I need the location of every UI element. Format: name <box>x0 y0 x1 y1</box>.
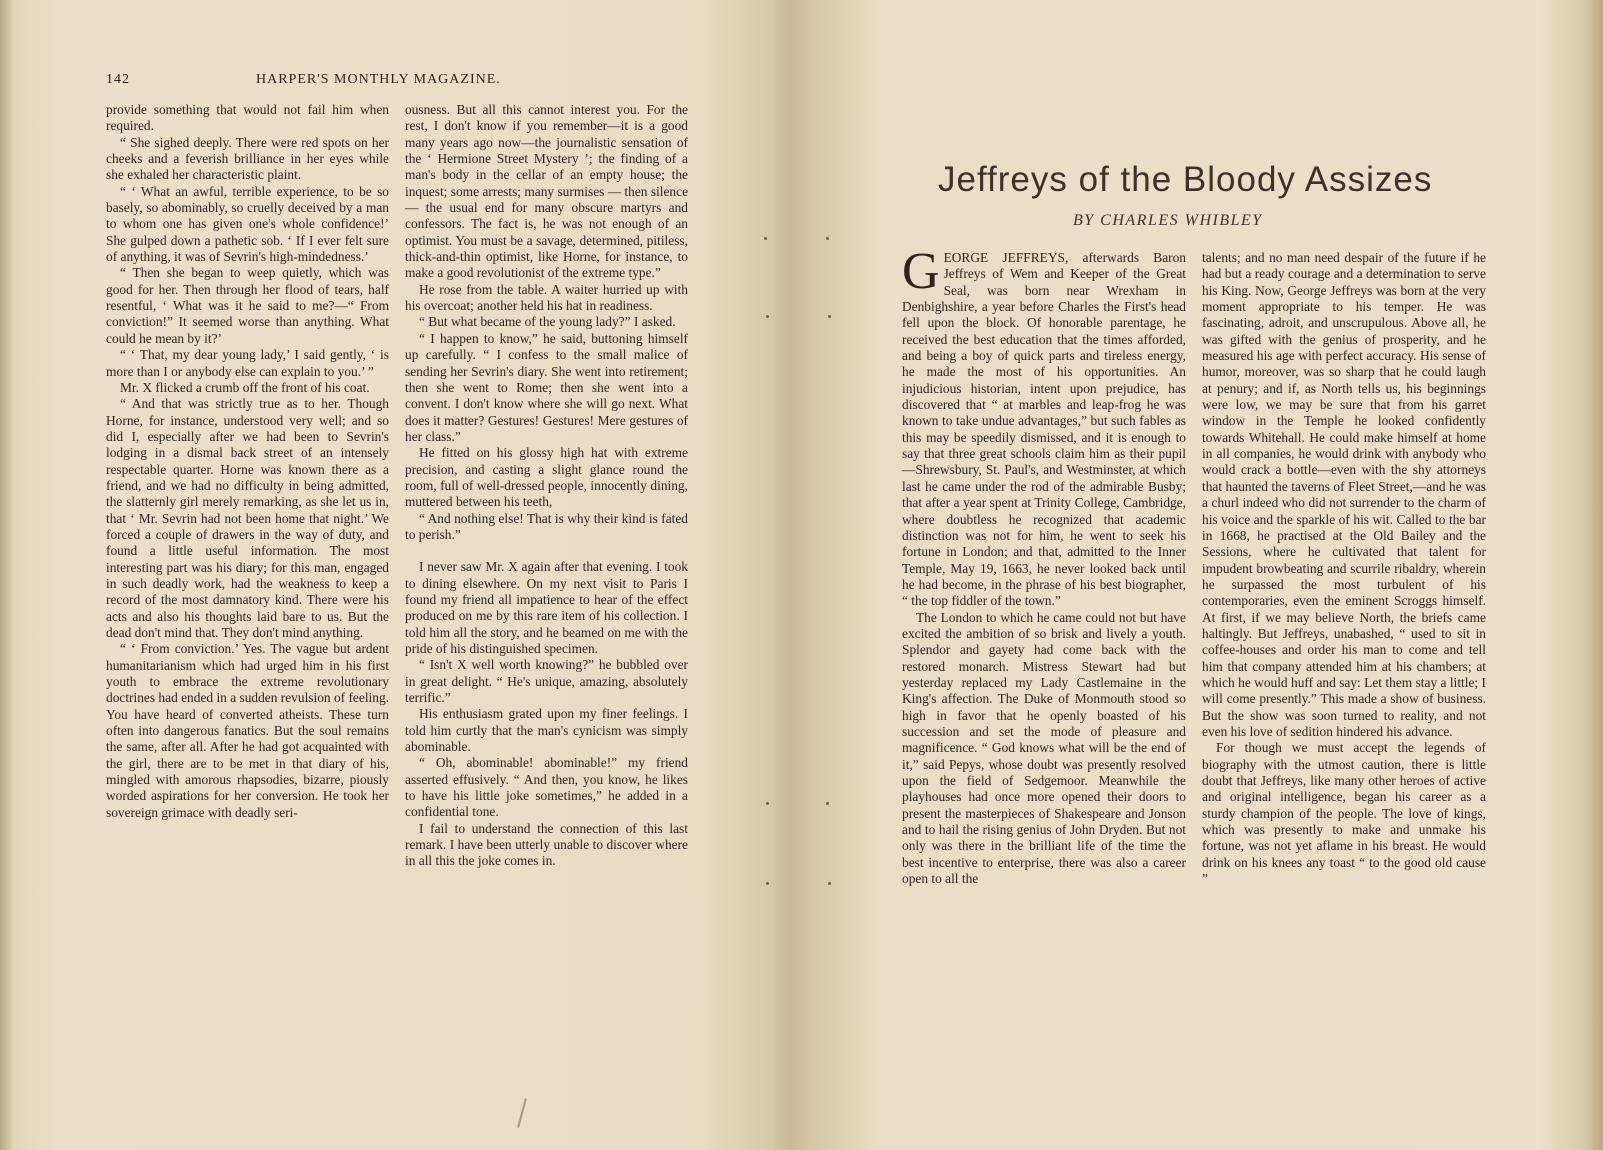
binding-speck <box>766 802 769 805</box>
binding-speck <box>766 882 769 885</box>
paragraph: “ She sighed deeply. There were red spots on her cheeks and a feverish brilliance in her eyes while she exhaled her characteristic plaint. <box>106 134 389 183</box>
paragraph: “ Oh, abominable! abominable!” my friend asserted effusively. “ And then, you know, he likes to have his little joke sometimes,” he added in a confidential tone. <box>405 755 688 820</box>
paragraph: I never saw Mr. X again after that evening. I took to dining elsewhere. On my next visit to Paris I found my friend all impatience to hear of the effect produced on me by this rare item of his collection. I told him all the story, and he beamed on me with the pride of his distinguished specimen. <box>405 559 688 656</box>
binding-speck <box>826 237 829 240</box>
text-column-left-1 <box>106 102 389 821</box>
paragraph: The London to which he came could not but have excited the ambition of so brisk and lively a youth. Splendor and gayety had come back with the restored monarch. Mistress Stewart had but yesterday replaced my Lady Castlemaine in the King's affection. The Duke of Monmouth stood so high in favor that he openly boasted of his succession and set the mode of pleasure and magnificence. “ God knows what will be the end of it,” said Pepys, whose doubt was presently resolved upon the field of Sedgemoor. Meanwhile the playhouses had once more opened their doors to present the masterpieces of Shakespeare and Jonson and to hail the rising genius of John Dryden. But not only was there in the brilliant life of the time the best incentive to enterprise, there was also a career open to all the <box>902 609 1186 887</box>
text-column-left-2 <box>405 102 688 870</box>
running-head <box>106 72 686 92</box>
binding-speck <box>766 315 769 318</box>
paragraph: He fitted on his glossy high hat with extreme precision, and casting a slight glance round the room, full of well-dressed people, innocently dining, muttered between his teeth, <box>405 445 688 510</box>
paragraph <box>902 243 1186 610</box>
paragraph: “ I happen to know,” he said, buttoning himself up carefully. “ I confess to the small malice of sending her Sevrin's diary. She went into retirement; then she went to Rome; then she went into a convent. I don't know where she will go next. What does it matter? Gestures! Gestures! Mere gestures of her class.” <box>405 330 688 444</box>
paragraph: “ And nothing else! That is why their kind is fated to perish.” <box>405 510 688 542</box>
article-title: Jeffreys of the Bloody Assizes <box>938 160 1433 199</box>
pencil-mark <box>517 1098 527 1127</box>
drop-cap: G <box>902 243 940 300</box>
paragraph: For though we must accept the legends of biography with the utmost caution, there is little doubt that Jeffreys, like many other heroes of active and original intelligence, began his career as a sturdy champion of the people. The love of kings, which was presently to make and unmake his fortune, was not yet aflame in his breast. He would drink on his knees any toast “ to the good old cause ” <box>1202 740 1486 887</box>
paragraph: His enthusiasm grated upon my finer feelings. I told him curtly that the man's cynicism was simply abominable. <box>405 706 688 755</box>
paragraph: “ Then she began to weep quietly, which was good for her. Then through her flood of tears, half resentful, ‘ What was it he said to me?—“ From conviction!” It seemed worse than anything. What could he mean by it?’ <box>106 265 389 346</box>
paragraph: “ Isn't X well worth knowing?” he bubbled over in great delight. “ He's unique, amazing, absolutely terrific.” <box>405 657 688 706</box>
binding-speck <box>764 237 767 240</box>
paragraph: “ And that was strictly true as to her. Though Horne, for instance, understood very well; and so did I, especially after we had been to Sevrin's lodging in a dismal back street of an intensely respectable quarter. Horne was known there as a friend, and we had no difficulty in being admitted, the slatternly girl merely remarking, as she let us in, that ‘ Mr. Sevrin had not been home that night.’ We forced a couple of drawers in the way of duty, and found a little useful information. The most interesting part was his diary; for this man, engaged in such deadly work, had the weakness to keep a record of the most damnatory kind. There were his acts and also his thoughts laid bare to us. But the dead don't mind that. They don't mind anything. <box>106 396 389 640</box>
binding-speck <box>828 315 831 318</box>
page-number: 142 <box>106 72 130 87</box>
paragraph: “ ‘ What an awful, terrible experience, to be so basely, so abominably, so cruelly deceived by a man to whom one has given one's whole confidence!’ She gulped down a pathetic sob. ‘ If I ever felt sure of anything, it was of Sevrin's high-mindedness.’ <box>106 183 389 265</box>
magazine-title: HARPER'S MONTHLY MAGAZINE. <box>256 72 501 87</box>
paragraph: ousness. But all this cannot interest you. For the rest, I don't know if you remember—it is a good many years ago now—the journalistic sensation of the ‘ Hermione Street Mystery ’; the finding of a man's body in the cellar of an empty house; the inquest; some arrests; many surmises — then silence — the usual end for many obscure martyrs and confessors. The fact is, he was not enough of an optimist. You must be a savage, determined, pitiless, thick-and-thin optimist, like Horne, for instance, to make a good revolutionist of the extreme type.” <box>405 102 689 281</box>
binding-speck <box>826 802 829 805</box>
article-byline: BY CHARLES WHIBLEY <box>1073 212 1263 229</box>
paragraph: He rose from the table. A waiter hurried up with his overcoat; another held his hat in readiness. <box>405 281 688 314</box>
binding-speck <box>828 882 831 885</box>
left-page <box>0 0 790 1150</box>
paragraph: I fail to understand the connection of this last remark. I have been utterly unable to discover where in all this the joke comes in. <box>405 820 688 869</box>
paragraph: “ ‘ From conviction.’ Yes. The vague but ardent humanitarianism which had urged him in his first youth to embrace the extreme revolutionary doctrines had ended in a sudden revulsion of feeling. You have heard of converted atheists. These turn often into dangerous fanatics. But the soul remains the same, after all. After he had got acquainted with the girl, there are to be met in that diary of his, mingled with amorous rhapsodies, bizarre, piously worded aspirations for her conversion. He took her sovereign grimace with deadly seri- <box>106 641 389 820</box>
paragraph: talents; and no man need despair of the future if he had but a ready courage and a determination to serve his King. Now, George Jeffreys was born at the very moment appropriate to his temper. He was fascinating, adroit, and unscrupulous. Above all, he was gifted with the genius of prosperity, and he measured his age with perfect accuracy. His sense of humor, moreover, was so sharp that he could laugh at penury; and if, as North tells us, his beginnings were low, we may be sure that from his garret window in the Temple he looked confidently towards Whitehall. He could make himself at home in all companies, he would drink with anybody who would crack a bottle—even with the shy attorneys that haunted the taverns of Fleet Street,—and he was a churl indeed who did not surrender to the charm of his voice and the sparkle of his wit. Called to the bar in 1668, he practised at the Old Bailey and the Sessions, where he cultivated that talent for impudent browbeating and scurrile ribaldry, wherein he surpassed the most turbulent of his contemporaries, even the eminent Scroggs himself. At first, if we may believe North, the briefs came haltingly. But Jeffreys, unabashed, “ used to sit in coffee-houses and order his man to come and tell him that company attended him at his chambers; at which he would huff and say: Let them stay a little; I will come presently.” This made a show of business. But the show was soon turned to reality, and not even his love of sedition hindered his advance. <box>1202 250 1486 739</box>
lead-paragraph-text: EORGE JEFFREYS, afterwards Baron Jeffreys of Wem and Keeper of the Great Seal, was born near Wrexham in Denbighshire, a year before Charles the First's head fell upon the block. Of honorable parentage, he received the best education that the times afforded, and being a boy of quick parts and tireless energy, he made the most of his opportunities. An injudicious historian, intent upon prejudice, has discovered that “ at marbles and leap-frog he was known to take undue advantages,” but such fables as this may be speedily dismissed, and it is enough to say that three great schools claim him as their pupil—Shrewsbury, St. Paul's, and Westminster, at which last he came under the rod of the admirable Busby; that after a year spent at Trinity College, Cambridge, where doubtless he recognized that academic distinction was not for him, he went to seek his fortune in London; and that, admitted to the Inner Temple, May 19, 1663, he never looked back until he had become, in the phrase of his best biographer, “ the top fiddler of the town.” <box>902 250 1186 609</box>
paragraph: “ ‘ That, my dear young lady,’ I said gently, ‘ is more than I or anybody else can explain to you.’ ” <box>106 347 389 379</box>
text-column-right-2 <box>1202 250 1486 887</box>
paragraph: “ But what became of the young lady?” I asked. <box>419 314 676 330</box>
paragraph: provide something that would not fail him when required. <box>106 102 389 134</box>
text-column-right-1 <box>902 243 1186 887</box>
paragraph: Mr. X flicked a crumb off the front of his coat. <box>120 379 370 395</box>
